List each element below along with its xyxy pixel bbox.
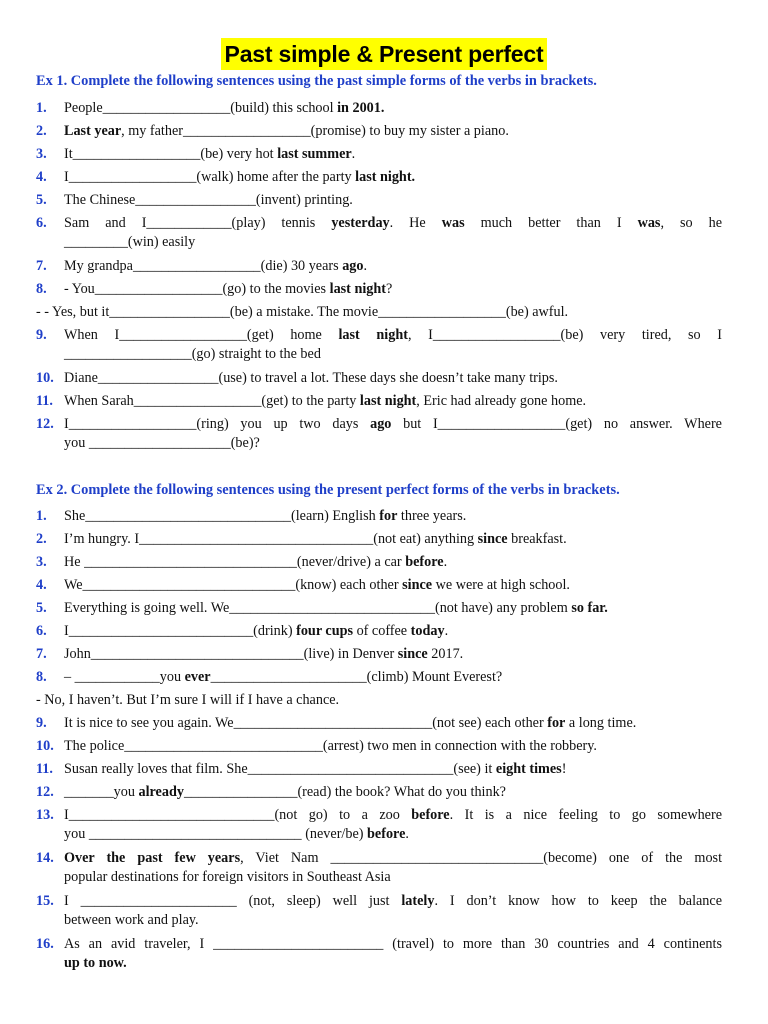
item-line-2: __________________(go) straight to the bed	[64, 346, 321, 362]
item-text: It is nice to see you again. We____________________________(not see) each other for a long time.	[64, 715, 637, 731]
item-number: 7.	[36, 258, 47, 274]
item-text	[64, 892, 722, 930]
title-wrap	[0, 0, 768, 70]
ex2-item-16	[36, 935, 722, 973]
item-text	[64, 849, 722, 887]
ex2-item-reply-8	[36, 691, 722, 710]
ex1-item-3	[36, 145, 722, 164]
ex2-item-13	[36, 806, 722, 844]
item-number: 11.	[36, 393, 53, 409]
item-number: 16.	[36, 936, 54, 952]
ex2-item-2	[36, 530, 722, 549]
item-number: 4.	[36, 169, 47, 185]
item-number: 15.	[36, 893, 54, 909]
item-text: - No, I haven’t. But I’m sure I will if I have a chance.	[36, 692, 340, 708]
item-number: 11.	[36, 761, 53, 777]
item-line-1: When I__________________(get) home last night, I__________________(be) very tired, so I	[64, 327, 722, 343]
ex2-item-5	[36, 599, 722, 618]
item-text: Susan really loves that film. She_____________________________(see) it eight times!	[64, 761, 567, 777]
ex2-item-7	[36, 645, 722, 664]
item-number: 12.	[36, 416, 54, 432]
ex1-item-10	[36, 369, 722, 388]
item-text	[64, 806, 722, 844]
item-number: 4.	[36, 577, 47, 593]
item-line-1: Over the past few years, Viet Nam ______________________________(become) one of the most	[64, 850, 723, 866]
item-text	[64, 415, 722, 453]
item-text: My grandpa__________________(die) 30 years ago.	[64, 258, 368, 274]
item-text: - You__________________(go) to the movies last night?	[64, 281, 393, 297]
page-title: Past simple & Present perfect	[221, 38, 548, 70]
ex1-item-8	[36, 280, 722, 299]
item-number: 2.	[36, 531, 47, 547]
item-line-2: popular destinations for foreign visitors in Southeast Asia	[64, 869, 391, 885]
ex1-item-9	[36, 326, 722, 364]
item-text: – ____________you ever______________________(climb) Mount Everest?	[64, 669, 503, 685]
item-line-1: As an avid traveler, I ________________________ (travel) to more than 30 countries and 4 continents	[64, 936, 722, 952]
item-line-1: Sam and I____________(play) tennis yesterday. He was much better than I was, so he	[64, 215, 723, 231]
item-line-2: you ______________________________ (never/be) before.	[64, 826, 409, 842]
item-text	[64, 214, 722, 252]
item-text	[64, 935, 722, 973]
item-number: 9.	[36, 327, 47, 343]
item-text: The Chinese_________________(invent) printing.	[64, 192, 353, 208]
ex1-heading: Ex 1. Complete the following sentences using the past simple forms of the verbs in brackets.	[36, 73, 597, 89]
item-number: 2.	[36, 123, 47, 139]
item-number: 3.	[36, 146, 47, 162]
item-line-1: I ______________________ (not, sleep) well just lately. I don’t know how to keep the balance	[64, 893, 722, 909]
item-number: 6.	[36, 215, 47, 231]
item-number: 8.	[36, 281, 47, 297]
item-text	[64, 326, 722, 364]
ex1-item-5	[36, 191, 722, 210]
item-number: 14.	[36, 850, 54, 866]
ex2-heading: Ex 2. Complete the following sentences using the present perfect forms of the verbs in brackets.	[36, 482, 620, 498]
ex2-item-10	[36, 737, 722, 756]
ex2-item-8	[36, 668, 722, 687]
item-text: I’m hungry. I_________________________________(not eat) anything since breakfast.	[64, 531, 567, 547]
item-text: The police____________________________(arrest) two men in connection with the robbery.	[64, 738, 597, 754]
item-text: Diane_________________(use) to travel a lot. These days she doesn’t take many trips.	[64, 370, 558, 386]
item-line-2: between work and play.	[64, 912, 199, 928]
item-number: 7.	[36, 646, 47, 662]
ex2-item-1	[36, 507, 722, 526]
ex1-item-12	[36, 415, 722, 453]
item-number: 6.	[36, 623, 47, 639]
ex2-item-15	[36, 892, 722, 930]
ex2-item-4	[36, 576, 722, 595]
item-line-1: I_____________________________(not go) to a zoo before. It is a nice feeling to go somewhere	[64, 807, 722, 823]
ex1-item-11	[36, 392, 722, 411]
ex2-item-6	[36, 622, 722, 641]
ex2-item-9	[36, 714, 722, 733]
item-number: 10.	[36, 738, 54, 754]
item-number: 10.	[36, 370, 54, 386]
item-text: - - Yes, but it_________________(be) a mistake. The movie__________________(be) awful.	[36, 304, 569, 320]
item-text: _______you already________________(read) the book? What do you think?	[64, 784, 506, 800]
ex1-item-2	[36, 122, 722, 141]
item-text: She_____________________________(learn) English for three years.	[64, 508, 467, 524]
item-text: I__________________________(drink) four cups of coffee today.	[64, 623, 449, 639]
item-number: 8.	[36, 669, 47, 685]
item-number: 1.	[36, 100, 47, 116]
item-line-2: up to now.	[64, 955, 127, 971]
item-number: 13.	[36, 807, 54, 823]
ex1-item-reply-8	[36, 303, 722, 322]
item-text: It__________________(be) very hot last summer.	[64, 146, 356, 162]
item-number: 5.	[36, 192, 47, 208]
item-number: 3.	[36, 554, 47, 570]
ex2-item-11	[36, 760, 722, 779]
item-text: John______________________________(live) in Denver since 2017.	[64, 646, 464, 662]
item-text: I__________________(walk) home after the party last night.	[64, 169, 416, 185]
item-number: 9.	[36, 715, 47, 731]
item-number: 1.	[36, 508, 47, 524]
item-text: Last year, my father__________________(promise) to buy my sister a piano.	[64, 123, 509, 139]
item-text: He ______________________________(never/drive) a car before.	[64, 554, 448, 570]
item-line-2: you ____________________(be)?	[64, 435, 260, 451]
ex2-item-14	[36, 849, 722, 887]
item-line-2: _________(win) easily	[64, 234, 196, 250]
ex1-item-1	[36, 99, 722, 118]
item-text: We______________________________(know) each other since we were at high school.	[64, 577, 570, 593]
ex1-item-6	[36, 214, 722, 252]
item-text: People__________________(build) this school in 2001.	[64, 100, 385, 116]
item-text: Everything is going well. We_____________________________(not have) any problem so far.	[64, 600, 608, 616]
item-number: 12.	[36, 784, 54, 800]
ex2-item-12	[36, 783, 722, 802]
ex1-item-7	[36, 257, 722, 276]
item-text: When Sarah__________________(get) to the party last night, Eric had already gone home.	[64, 393, 587, 409]
item-line-1: I__________________(ring) you up two days ago but I__________________(get) no answer. Where	[64, 416, 722, 432]
ex1-item-4	[36, 168, 722, 187]
ex2-item-3	[36, 553, 722, 572]
item-number: 5.	[36, 600, 47, 616]
